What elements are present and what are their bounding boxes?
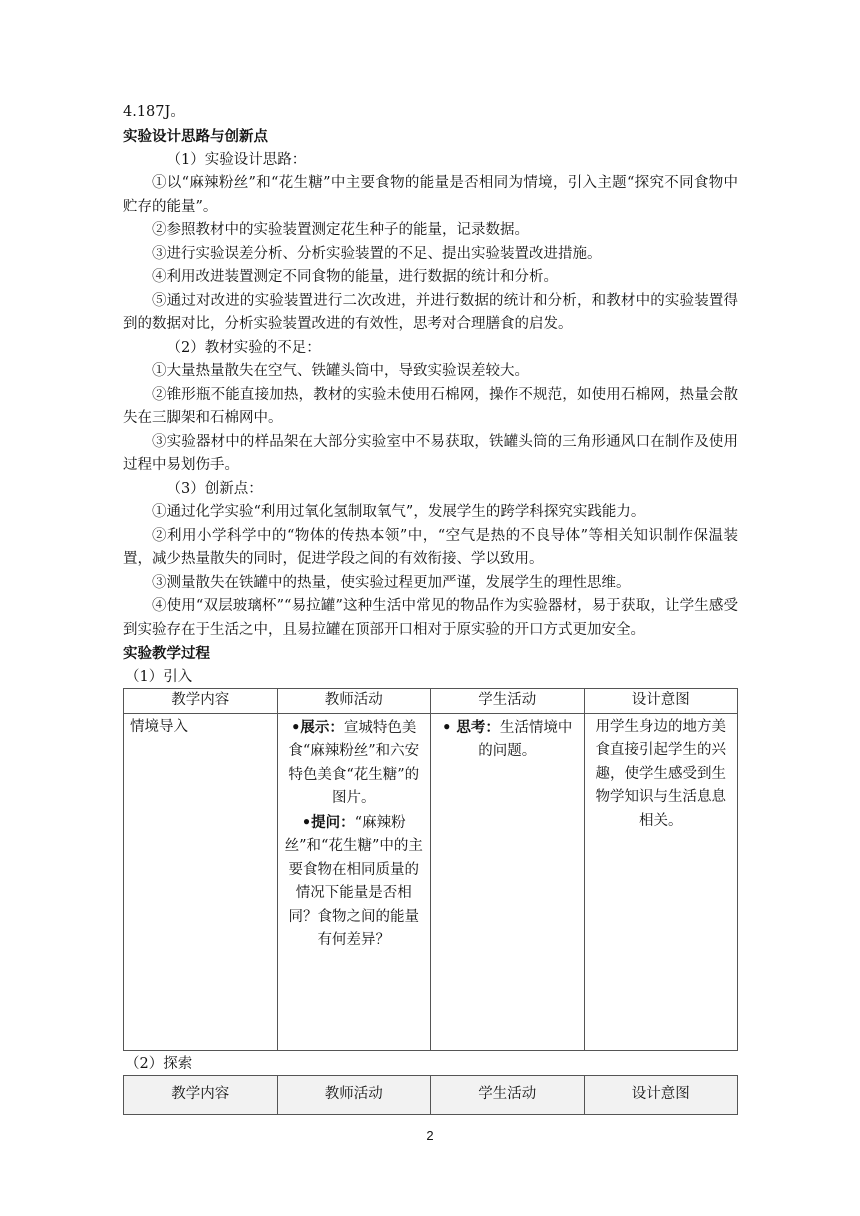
paragraph-innovation-3: ③测量散失在铁罐中的热量，使实验过程更加严谨，发展学生的理性思维。 <box>152 574 631 591</box>
table-header-row <box>124 1075 738 1114</box>
table-header-row <box>124 689 738 714</box>
header-teaching-content: 教学内容 <box>124 689 278 714</box>
header-design-intent: 设计意图 <box>584 1075 738 1114</box>
paragraph-idea-4: ④利用改进装置测定不同食物的能量，进行数据的统计和分析。 <box>152 269 558 285</box>
paragraph-shortcoming-2: ②锥形瓶不能直接加热，教材的实验未使用石棉网，操作不规范，如使用石棉网，热量会散失在三脚架和石棉网中。 <box>123 386 738 426</box>
cell-design-intent <box>584 713 738 1050</box>
cell-teacher-activity <box>277 713 431 1050</box>
bullet-text-ask: “麻辣粉丝”和“花生糖”中的主要食物在相同质量的情况下能量是否相同？食物之间的能量有何差异？ <box>284 814 423 948</box>
page-content <box>123 101 738 1115</box>
bullet-label-ask: •提问： <box>301 813 355 831</box>
part-label-intro: （1）引入 <box>125 669 193 685</box>
header-teaching-content: 教学内容 <box>124 1075 278 1114</box>
section-heading-process: 实验教学过程 <box>123 646 210 662</box>
header-teacher-activity: 教师活动 <box>277 689 431 714</box>
part-label-explore: （2）探索 <box>125 1055 193 1072</box>
section-heading-design: 实验设计思路与创新点 <box>123 128 268 145</box>
intro-table <box>123 688 738 1051</box>
paragraph-innovation-2: ②利用小学科学中的“物体的传热本领”中，“空气是热的不良导体”等相关知识制作保温装置，减少热量散失的同时，促进学段之间的有效衔接、学以致用。 <box>123 527 738 567</box>
cell-student-activity <box>431 713 585 1050</box>
header-student-activity: 学生活动 <box>431 689 585 714</box>
paragraph-idea-1: ①以“麻辣粉丝”和“花生糖”中主要食物的能量是否相同为情境，引入主题“探究不同食物中贮存的能量”。 <box>123 175 738 215</box>
paragraph-innovation-1: ①通过化学实验“利用过氧化氢制取氧气”，发展学生的跨学科探究实践能力。 <box>152 504 646 520</box>
bullet-label-think: • 思考： <box>442 718 500 736</box>
bullet-text-show: 宣城特色美食“麻辣粉丝”和六安特色美食“花生糖”的图片。 <box>288 719 420 806</box>
content-text: 情境导入 <box>130 718 188 735</box>
paragraph-idea-3: ③进行实验误差分析、分析实验装置的不足、提出实验装置改进措施。 <box>152 245 602 262</box>
intro-line: 4.187J。 <box>123 104 185 120</box>
paragraph-shortcoming-3: ③实验器材中的样品架在大部分实验室中不易获取，铁罐头筒的三角形通风口在制作及使用过程中易划伤手。 <box>123 433 738 473</box>
paragraph-idea-5: ⑤通过对改进的实验装置进行二次改进，并进行数据的统计和分析，和教材中的实验装置得到的数据对比，分析实验装置改进的有效性，思考对合理膳食的启发。 <box>123 292 738 332</box>
paragraph-innovation-4: ④使用“双层玻璃杯”“易拉罐”这种生活中常见的物品作为实验器材，易于获取，让学生感受到实验存在于生活之中，且易拉罐在顶部开口相对于原实验的开口方式更加安全。 <box>123 598 738 638</box>
paragraph-shortcoming-1: ①大量热量散失在空气、铁罐头筒中，导致实验误差较大。 <box>152 363 529 379</box>
teacher-bullet-ask <box>284 811 425 953</box>
subheading-innovations: （3）创新点： <box>166 480 263 497</box>
subheading-shortcomings: （2）教材实验的不足： <box>166 339 321 356</box>
header-teacher-activity: 教师活动 <box>277 1075 431 1114</box>
explore-table <box>123 1075 738 1115</box>
bullet-label-show: •展示： <box>291 718 344 736</box>
page-number: 2 <box>426 1128 434 1143</box>
teacher-bullet-show <box>284 716 425 811</box>
cell-teaching-content <box>124 713 278 1050</box>
paragraph-idea-2: ②参照教材中的实验装置测定花生种子的能量，记录数据。 <box>152 222 529 238</box>
table-row <box>124 713 738 1050</box>
intent-text: 用学生身边的地方美食直接引起学生的兴趣，使学生感受到生物学知识与生活息息相关。 <box>595 718 726 829</box>
header-design-intent: 设计意图 <box>584 689 738 714</box>
header-student-activity: 学生活动 <box>431 1075 585 1114</box>
subheading-design-idea: （1）实验设计思路： <box>166 151 307 168</box>
bullet-text-think: 生活情境中的问题。 <box>478 719 573 759</box>
